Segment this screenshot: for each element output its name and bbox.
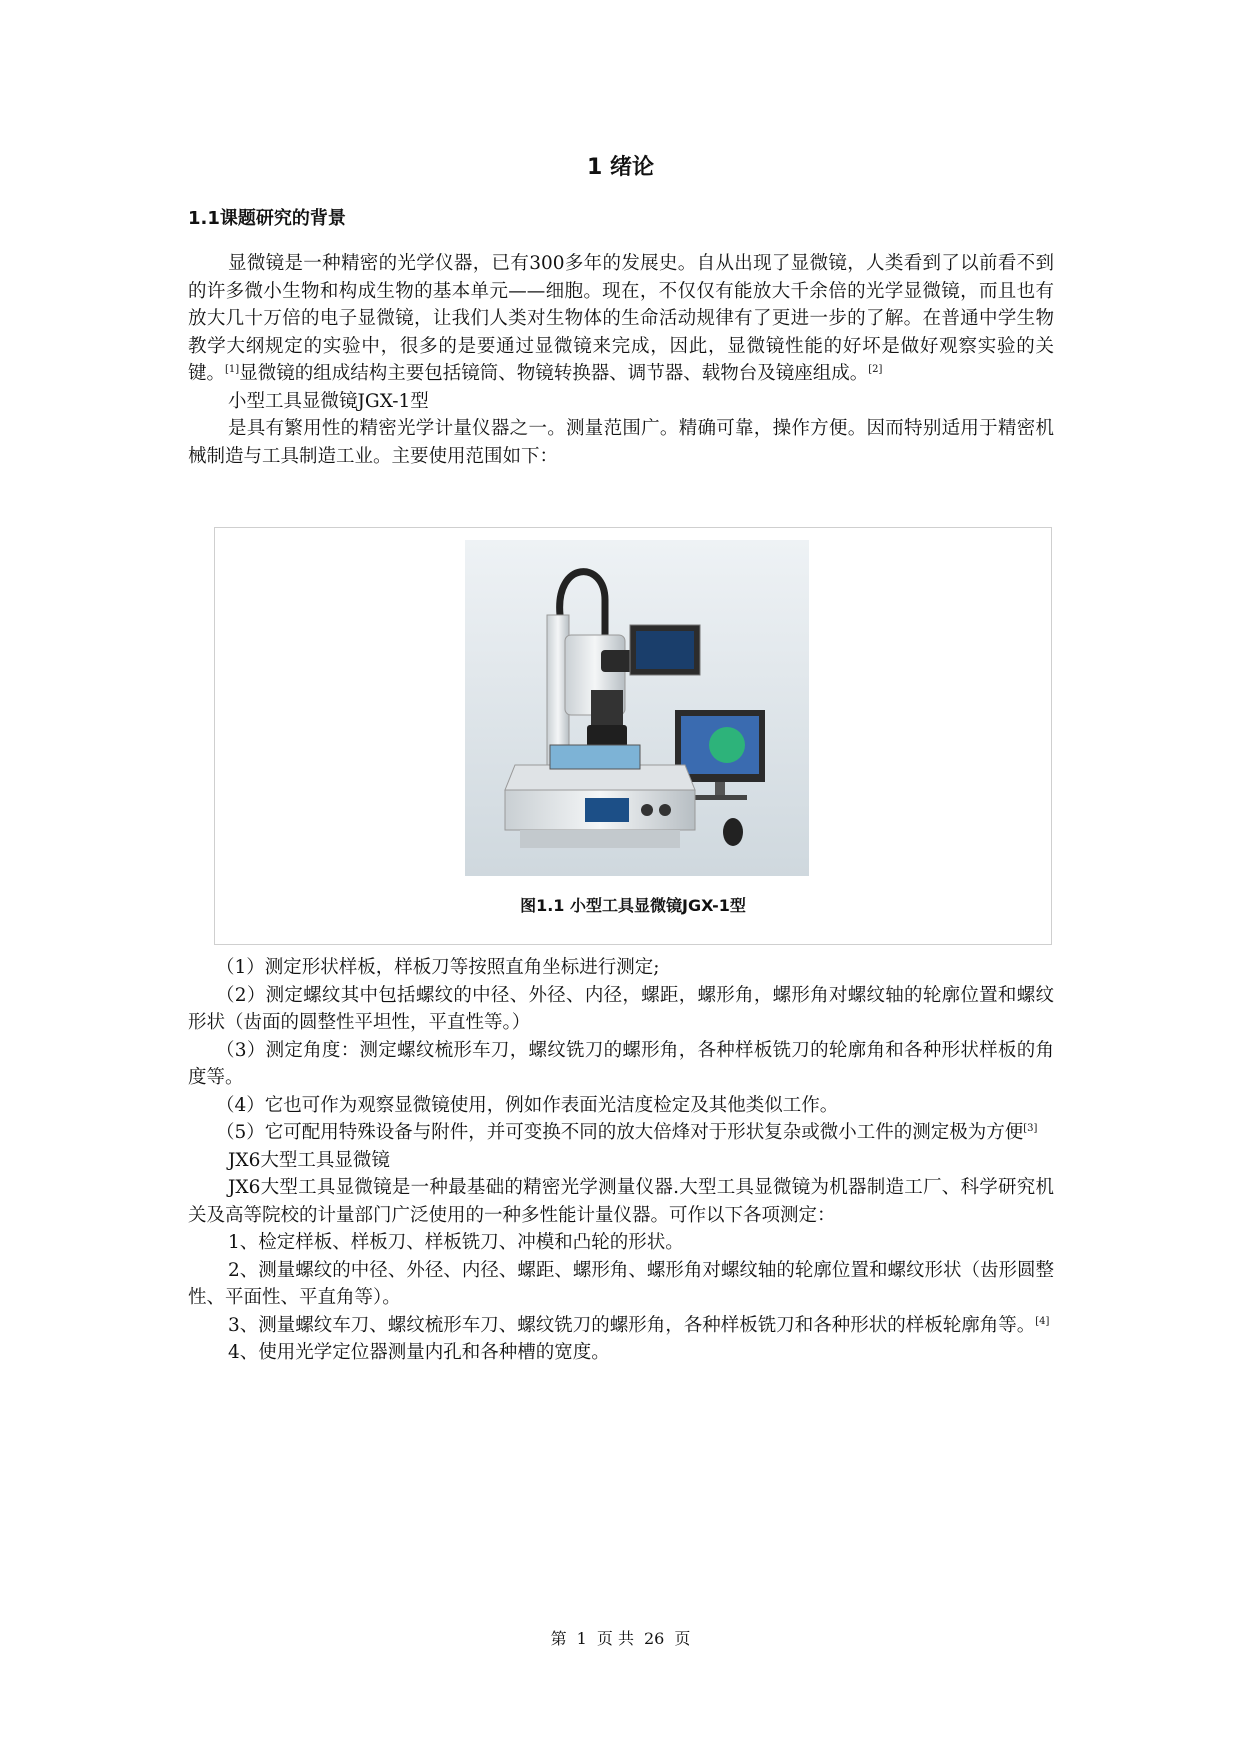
list-item: 2、测量螺纹的中径、外径、内径、螺距、螺形角、螺形角对螺纹轴的轮廓位置和螺纹形状（齿形圆整性、平面性、平直角等）。: [188, 1259, 1054, 1308]
chapter-title: 1 绪论: [587, 155, 654, 180]
list-item-text: 3、测量螺纹车刀、螺纹梳形车刀、螺纹铣刀的螺形角，各种样板铣刀和各种形状的样板轮廓角等。: [228, 1314, 1036, 1336]
instrument-title-jgx: 小型工具显微镜JGX-1型: [228, 390, 429, 412]
list-item: 1、检定样板、样板刀、样板铣刀、冲模和凸轮的形状。: [228, 1232, 684, 1253]
list-item: （1）测定形状样板，样板刀等按照直角坐标进行测定;: [216, 957, 660, 978]
figure-caption: 图1.1 小型工具显微镜JGX-1型: [520, 896, 746, 915]
citation-2: [2]: [868, 364, 883, 375]
intro-section: [188, 250, 1054, 470]
list-item: [188, 1312, 1054, 1340]
instrument-title-jx6: JX6大型工具显微镜: [228, 1149, 390, 1171]
jx6-description: JX6大型工具显微镜是一种最基础的精密光学测量仪器.大型工具显微镜为机器制造工厂、科学研究机关及高等院校的计量部门广泛使用的一种多性能计量仪器。可作以下各项测定：: [188, 1177, 1054, 1226]
list-item: 4、使用光学定位器测量内孔和各种槽的宽度。: [228, 1342, 610, 1363]
citation-4: [4]: [1035, 1315, 1050, 1327]
citation-3: [3]: [1023, 1123, 1038, 1134]
list-item: （2）测定螺纹其中包括螺纹的中径、外径、内径，螺距，螺形角，螺形角对螺纹轴的轮廓位置和螺纹形状（齿面的圆整性平坦性，平直性等。）: [188, 984, 1054, 1033]
section-heading: 1.1课题研究的背景: [188, 208, 346, 229]
footer-prefix: 第: [550, 1629, 567, 1648]
intro-paragraph: [188, 250, 1054, 388]
footer-middle: 页 共: [596, 1629, 634, 1648]
list-item: [188, 1119, 1054, 1147]
page-footer: [0, 1626, 1241, 1649]
page-number: 1: [576, 1629, 587, 1648]
citation-1: [1]: [225, 364, 240, 375]
list-item: （3）测定角度：测定螺纹梳形车刀，螺纹铣刀的螺形角，各种样板铣刀的轮廓角和各种形状样板的角度等。: [188, 1039, 1054, 1088]
microscope-photo: [465, 540, 809, 876]
list-item-text: （5）它可配用特殊设备与附件，并可变换不同的放大倍烽对于形状复杂或微小工件的测定极为方便: [216, 1122, 1024, 1143]
list-item: （4）它也可作为观察显微镜使用，例如作表面光洁度检定及其他类似工作。: [216, 1094, 839, 1116]
footer-suffix: 页: [674, 1629, 691, 1648]
intro-text: 显微镜是一种精密的光学仪器，已有300多年的发展史。自从出现了显微镜，人类看到了以前看不到的许多微小生物和构成生物的基本单元——细胞。现在，不仅仅有能放大千余倍的光学显微镜，而且也有放大几十万倍的电子显微镜，让我们人类对生物体的生命活动规律有了更进一步的了解。在普通中学生物教学大纲规定的实验中，很多的是要通过显微镜来完成，因此，显微镜性能的好坏是做好观察实验的关键。: [188, 253, 1054, 384]
jgx-description: 是具有繁用性的精密光学计量仪器之一。测量范围广。精确可靠，操作方便。因而特别适用于精密机械制造与工具制造工业。主要使用范围如下：: [188, 418, 1054, 467]
figure-frame: [214, 527, 1052, 945]
total-pages: 26: [643, 1629, 665, 1648]
intro-text-continued: 显微镜的组成结构主要包括镜筒、物镜转换器、调节器、载物台及镜座组成。: [239, 363, 869, 384]
jgx-usage-list: [188, 954, 1054, 1367]
